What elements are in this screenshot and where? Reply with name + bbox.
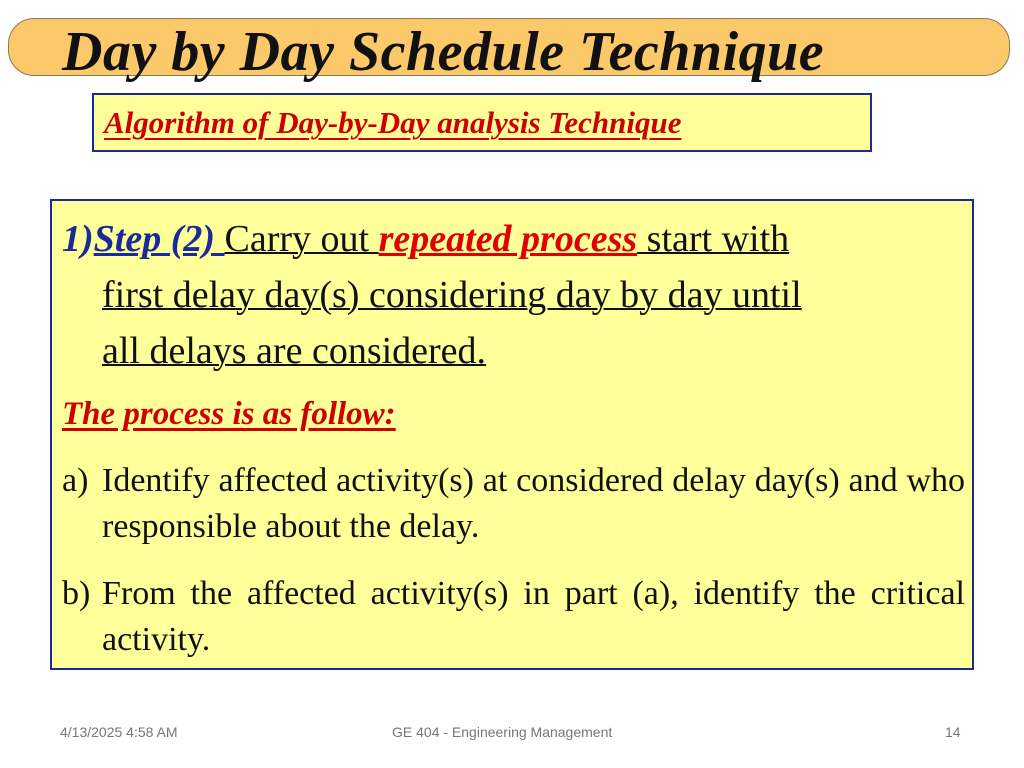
step-number: 1) — [62, 218, 94, 260]
step-line-2: first delay day(s) considering day by day until — [102, 274, 802, 316]
step-text-before: Carry out — [224, 218, 379, 260]
content-box — [50, 199, 974, 670]
process-heading: The process is as follow: — [62, 396, 396, 432]
step-label: Step (2) — [93, 218, 225, 260]
item-text: Identify affected activity(s) at considered delay day(s) and who responsible about the delay. — [102, 462, 965, 545]
list-item — [62, 458, 965, 550]
footer-course: GE 404 - Engineering Management — [392, 724, 613, 740]
subtitle-box — [92, 93, 872, 152]
item-text: From the affected activity(s) in part (a), identify the critical activity. — [102, 575, 965, 658]
step-line-3: all delays are considered. — [102, 330, 487, 372]
footer-date: 4/13/2025 4:58 AM — [60, 724, 178, 740]
list-item — [62, 571, 965, 663]
subtitle: Algorithm of Day-by-Day analysis Technique — [104, 105, 682, 140]
step-text-after: start with — [637, 218, 790, 260]
item-marker: a) — [62, 462, 89, 499]
item-marker: b) — [62, 575, 91, 612]
footer-page-number: 14 — [945, 724, 961, 740]
step-paragraph — [62, 211, 965, 379]
step-highlight: repeated process — [378, 218, 638, 260]
slide-title: Day by Day Schedule Technique — [62, 21, 825, 83]
